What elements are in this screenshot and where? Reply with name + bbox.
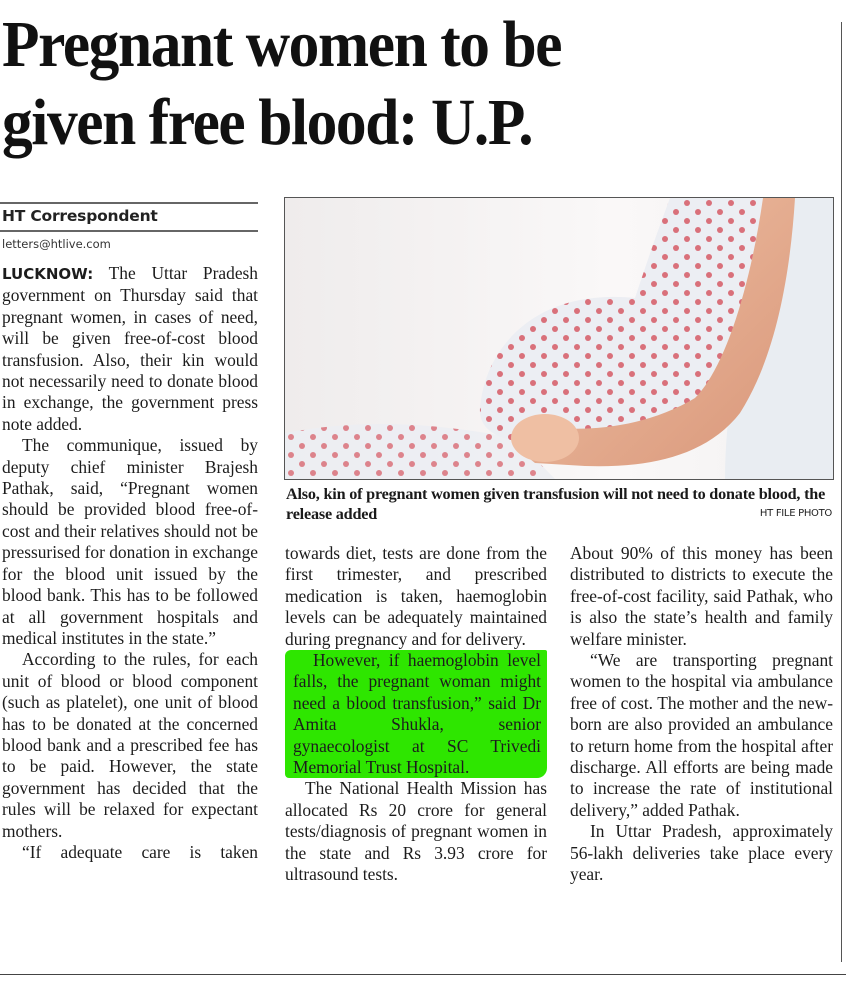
paragraph: “If adequate care is taken	[22, 841, 258, 862]
column-rule-right	[841, 22, 842, 962]
byline-email: letters@htlive.com	[2, 237, 111, 251]
article-photo	[284, 197, 834, 480]
paragraph: According to the rules, for each unit of blood or blood component (such as platelet), one unit of blood has to be donated at the concerned blood bank and a prescribed fee has to be paid. However, the state government has decided that the rules will be relaxed for expectant mothers.	[2, 649, 258, 841]
lead-text: The Uttar Pradesh government on Thursday said that pregnant women, in cases of need, will be given free-of-cost blood transfusion. Also, their kin would not necessarily need to donate blood in exchange, the government press note added.	[2, 263, 258, 434]
article-column-2	[285, 543, 547, 886]
highlighted-paragraph: However, if haemoglobin level falls, the pregnant woman might need a blood transfusion,” said Dr Amita Shukla, senior gynaecologist at SC Trivedi Memorial Trust Hospital.	[285, 650, 547, 778]
paragraph: The communique, issued by deputy chief minister Brajesh Pathak, said, “Pregnant women should be provided blood free-of-cost and their relatives should not be pressurised for donation in exchange for the blood unit issued by the blood bank. This has to be followed at all government hospitals and medical institutes in the state.”	[2, 435, 258, 648]
page-rule-bottom	[0, 974, 846, 975]
paragraph: The National Health Mission has allocated Rs 20 crore for general tests/diagnosis of pregnant women in the state and Rs 3.93 crore for ultrasound tests.	[285, 778, 547, 885]
photo-credit: HT FILE PHOTO	[759, 508, 832, 519]
pregnant-woman-photo	[285, 198, 833, 479]
byline: HT Correspondent	[2, 207, 158, 225]
lead-paragraph	[2, 263, 258, 435]
headline	[2, 6, 746, 162]
byline-rule-bottom	[0, 230, 258, 232]
article-column-3	[570, 543, 833, 886]
paragraph: “We are transporting pregnant women to the hospital via ambulance free of cost. The mother and the new-born are also provided an ambulance to return home from the hospital after discharge. All efforts are being made to increase the rate of institutional delivery,” added Pathak.	[570, 650, 833, 820]
paragraph: About 90% of this money has been distributed to districts to execute the free-of-cost facility, said Pathak, who is also the state’s health and family welfare minister.	[570, 543, 833, 649]
headline-line-1: Pregnant women to be	[2, 8, 562, 81]
article-column-1	[2, 263, 258, 863]
hand	[511, 414, 579, 462]
paragraph: towards diet, tests are done from the first trimester, and prescribed medication is taken, haemoglobin levels can be adequately maintained during pregnancy and for delivery.	[285, 543, 547, 649]
paragraph: In Uttar Pradesh, approximately 56-lakh deliveries take place every year.	[570, 821, 833, 885]
photo-caption: Also, kin of pregnant women given transfusion will not need to donate blood, the release added	[286, 485, 826, 523]
headline-line-2: given free blood: U.P.	[2, 86, 533, 159]
dateline: LUCKNOW:	[2, 265, 94, 283]
byline-rule-top	[0, 202, 258, 204]
